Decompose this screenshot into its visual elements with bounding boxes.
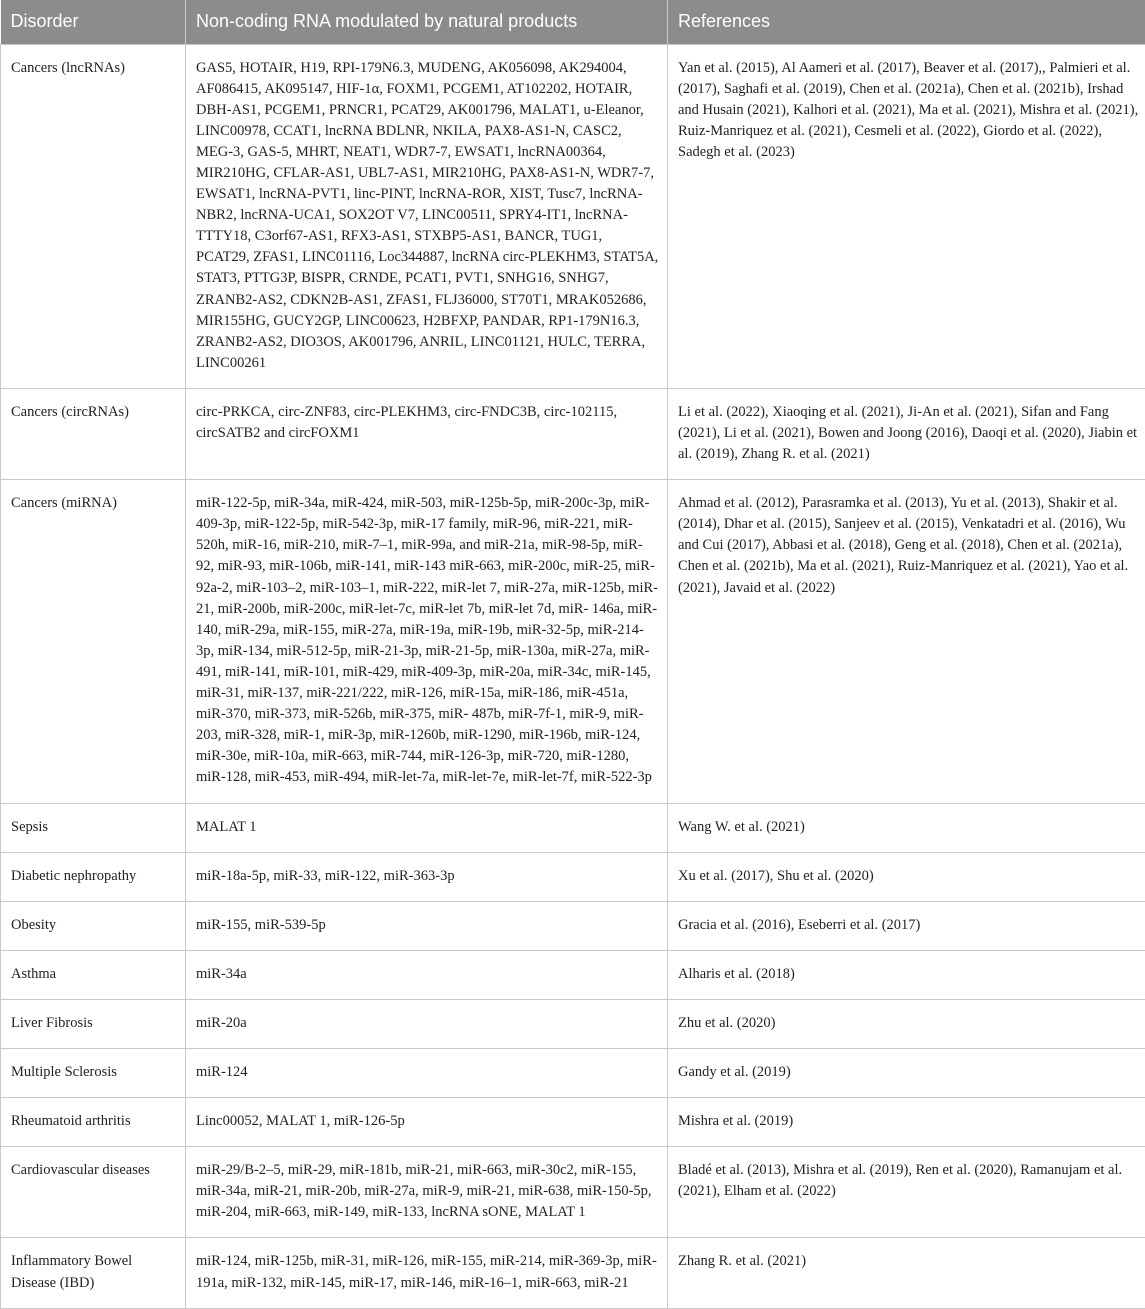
ncrna-cell: miR-155, miR-539-5p bbox=[186, 901, 668, 950]
references-cell: Alharis et al. (2018) bbox=[668, 950, 1145, 999]
table-row bbox=[1, 1098, 1145, 1147]
disorder-cell: Multiple Sclerosis bbox=[1, 1048, 186, 1097]
disorder-cell: Diabetic nephropathy bbox=[1, 852, 186, 901]
table-row bbox=[1, 1147, 1145, 1238]
ncrna-cell: miR-122-5p, miR-34a, miR-424, miR-503, miR-125b-5p, miR-200c-3p, miR-409-3p, miR-122-5p, miR-542-3p, miR-17 family, miR-96, miR-221, miR-520h, miR-16, miR-210, miR-7–1, miR-99a, and miR-21a, miR-98-5p, miR-92, miR-93, miR-106b, miR-141, miR-143 miR-663, miR-200c, miR-25, miR-92a-2, miR-103–2, miR-103–1, miR-222, miR-let 7, miR-27a, miR-125b, miR-21, miR-200b, miR-200c, miR-let-7c, miR-let 7b, miR-let 7d, miR- 146a, miR-140, miR-29a, miR-155, miR-27a, miR-19a, miR-19b, miR-32-5p, miR-214-3p, miR-134, miR-512-5p, miR-21-3p, miR-21-5p, miR-130a, miR-27a, miR-491, miR-141, miR-101, miR-429, miR-409-3p, miR-20a, miR-34c, miR-145, miR-31, miR-137, miR-221/222, miR-126, miR-15a, miR-186, miR-451a, miR-370, miR-373, miR-526b, miR-375, miR- 487b, miR-7f-1, miR-9, miR-203, miR-328, miR-1, miR-3p, miR-1260b, miR-1290, miR-196b, miR-124, miR-30e, miR-10a, miR-663, miR-744, miR-126-3p, miR-720, miR-1280, miR-128, miR-453, miR-494, miR-let-7a, miR-let-7e, miR-let-7f, miR-522-3p bbox=[186, 480, 668, 803]
header-references: References bbox=[668, 0, 1145, 44]
table-row bbox=[1, 901, 1145, 950]
header-row bbox=[1, 0, 1145, 44]
table-row bbox=[1, 1048, 1145, 1097]
ncrna-cell: miR-34a bbox=[186, 950, 668, 999]
ncrna-cell: circ-PRKCA, circ-ZNF83, circ-PLEKHM3, circ-FNDC3B, circ-102115, circSATB2 and circFOXM1 bbox=[186, 388, 668, 479]
ncrna-cell: miR-20a bbox=[186, 999, 668, 1048]
references-cell: Zhang R. et al. (2021) bbox=[668, 1238, 1145, 1308]
disorder-cell: Rheumatoid arthritis bbox=[1, 1098, 186, 1147]
disorder-cell: Cancers (circRNAs) bbox=[1, 388, 186, 479]
references-cell: Zhu et al. (2020) bbox=[668, 999, 1145, 1048]
references-cell: Mishra et al. (2019) bbox=[668, 1098, 1145, 1147]
disorder-cell: Sepsis bbox=[1, 803, 186, 852]
disorder-cell: Obesity bbox=[1, 901, 186, 950]
references-cell: Gandy et al. (2019) bbox=[668, 1048, 1145, 1097]
disorder-cell: Cancers (miRNA) bbox=[1, 480, 186, 803]
disorder-cell: Cardiovascular diseases bbox=[1, 1147, 186, 1238]
table-row bbox=[1, 44, 1145, 388]
disorder-cell: Cancers (lncRNAs) bbox=[1, 44, 186, 388]
disorder-cell: Liver Fibrosis bbox=[1, 999, 186, 1048]
table-row bbox=[1, 1238, 1145, 1308]
table-row bbox=[1, 852, 1145, 901]
ncrna-cell: miR-29/B-2–5, miR-29, miR-181b, miR-21, miR-663, miR-30c2, miR-155, miR-34a, miR-21, miR-20b, miR-27a, miR-9, miR-21, miR-638, miR-150-5p, miR-204, miR-663, miR-149, miR-133, lncRNA sONE, MALAT 1 bbox=[186, 1147, 668, 1238]
table-row bbox=[1, 999, 1145, 1048]
disorder-cell: Inflammatory Bowel Disease (IBD) bbox=[1, 1238, 186, 1308]
table-body bbox=[1, 44, 1145, 1308]
table-row bbox=[1, 950, 1145, 999]
references-cell: Xu et al. (2017), Shu et al. (2020) bbox=[668, 852, 1145, 901]
disorder-cell: Asthma bbox=[1, 950, 186, 999]
table-row bbox=[1, 803, 1145, 852]
references-cell: Li et al. (2022), Xiaoqing et al. (2021), Ji-An et al. (2021), Sifan and Fang (2021), Li et al. (2021), Bowen and Joong (2016), Daoqi et al. (2020), Jiabin et al. (2019), Zhang R. et al. (2021) bbox=[668, 388, 1145, 479]
ncrna-cell: MALAT 1 bbox=[186, 803, 668, 852]
references-cell: Bladé et al. (2013), Mishra et al. (2019), Ren et al. (2020), Ramanujam et al. (2021), Elham et al. (2022) bbox=[668, 1147, 1145, 1238]
table-row bbox=[1, 388, 1145, 479]
references-cell: Wang W. et al. (2021) bbox=[668, 803, 1145, 852]
table-header bbox=[1, 0, 1145, 44]
header-disorder: Disorder bbox=[1, 0, 186, 44]
references-cell: Yan et al. (2015), Al Aameri et al. (2017), Beaver et al. (2017),, Palmieri et al. (2017), Saghafi et al. (2019), Chen et al. (2021a), Chen et al. (2021b), Irshad and Husain (2021), Kalhori et al. (2021), Ma et al. (2021), Mishra et al. (2021), Ruiz-Manriquez et al. (2021), Cesmeli et al. (2022), Giordo et al. (2022), Sadegh et al. (2023) bbox=[668, 44, 1145, 388]
ncrna-cell: miR-124 bbox=[186, 1048, 668, 1097]
references-cell: Ahmad et al. (2012), Parasramka et al. (2013), Yu et al. (2013), Shakir et al. (2014), Dhar et al. (2015), Sanjeev et al. (2015), Venkatadri et al. (2016), Wu and Cui (2017), Abbasi et al. (2018), Geng et al. (2018), Chen et al. (2021a), Chen et al. (2021b), Ma et al. (2021), Ruiz-Manriquez et al. (2021), Yao et al. (2021), Javaid et al. (2022) bbox=[668, 480, 1145, 803]
ncrna-cell: miR-18a-5p, miR-33, miR-122, miR-363-3p bbox=[186, 852, 668, 901]
ncrna-cell: miR-124, miR-125b, miR-31, miR-126, miR-155, miR-214, miR-369-3p, miR-191a, miR-132, miR-145, miR-17, miR-146, miR-16–1, miR-663, miR-21 bbox=[186, 1238, 668, 1308]
table-row bbox=[1, 480, 1145, 803]
references-cell: Gracia et al. (2016), Eseberri et al. (2017) bbox=[668, 901, 1145, 950]
ncrna-cell: GAS5, HOTAIR, H19, RPI-179N6.3, MUDENG, AK056098, AK294004, AF086415, AK095147, HIF-1α, FOXM1, PCGEM1, AT102202, HOTAIR, DBH-AS1, PCGEM1, PRNCR1, PCAT29, AK001796, MALAT1, u-Eleanor, LINC00978, CCAT1, lncRNA BDLNR, NKILA, PAX8-AS1-N, CASC2, MEG-3, GAS-5, MHRT, NEAT1, WDR7-7, EWSAT1, lncRNA00364, MIR210HG, CFLAR-AS1, UBL7-AS1, MIR210HG, PAX8-AS1-N, WDR7-7, EWSAT1, lncRNA-PVT1, linc-PINT, lncRNA-ROR, XIST, Tusc7, lncRNA-NBR2, lncRNA-UCA1, SOX2OT V7, LINC00511, SPRY4-IT1, lncRNA-TTTY18, C3orf67-AS1, RFX3-AS1, STXBP5-AS1, BANCR, TUG1, PCAT29, ZFAS1, LINC01116, Loc344887, lncRNA circ-PLEKHM3, STAT5A, STAT3, PTTG3P, BISPR, CRNDE, PCAT1, PVT1, SNHG16, SNHG7, ZRANB2-AS2, CDKN2B-AS1, ZFAS1, FLJ36000, ST70T1, MRAK052686, MIR155HG, GUCY2GP, LINC00623, H2BFXP, PANDAR, RP1-179N16.3, ZRANB2-AS2, DIO3OS, AK001796, ANRIL, LINC01121, HULC, TERRA, LINC00261 bbox=[186, 44, 668, 388]
ncrna-cell: Linc00052, MALAT 1, miR-126-5p bbox=[186, 1098, 668, 1147]
header-ncrna: Non-coding RNA modulated by natural products bbox=[186, 0, 668, 44]
